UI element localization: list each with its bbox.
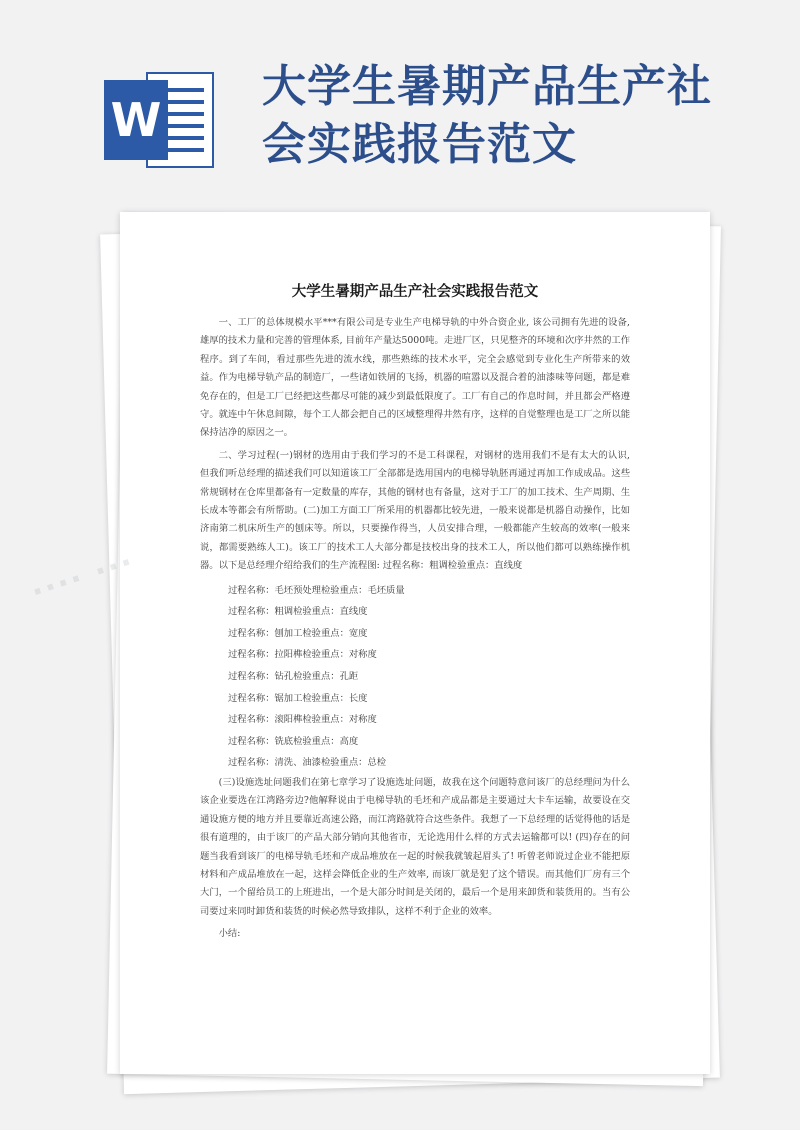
paragraph-learning-process: 二、学习过程(一)钢材的选用由于我们学习的不是工科课程，对钢材的选用我们不是有太大的认识, 但我们听总经理的描述我们可以知道该工厂全部都是选用国内的电梯导轨胚再通过再加工作成成品。这些常规钢材在仓库里都备有一定数量的库存，其他的钢材也有备量，这对于工厂的加工技术、生产周期、生长成本等都会有所帮助。(二)加工方面工厂所采用的机器都比较先进，一般来说都是机器自动操作，比如济南第二机床所生产的刨床等。所以，只要操作得当，人员安排合理，一般都能产生较高的效率(一般来说，都需要熟练人工)。该工厂的技术工人大部分都是技校出身的技术工人，所以他们都可以熟练操作机器。以下是总经理介绍给我们的生产流程图: 过程名称：粗调检验重点：直线度 — [200, 449, 630, 572]
process-step: 过程名称：毛坯预处理检验重点：毛坯质量 — [228, 584, 405, 596]
paragraph-factory-overview: 一、工厂的总体规模水平***有限公司是专业生产电梯导轨的中外合资企业, 该公司拥有先进的设备, 雄厚的技术力量和完善的管理体系, 目前年产量达5000吨。走进厂区，只见整齐的环境和次序井然的工作程序。到了车间，看过那些先进的流水线，那些熟练的技术水平，完全会感觉到专业化生产所带来的效益。作为电梯导轨产品的制造厂，一些诸如铁屑的飞扬，机器的喧嚣以及混合着的油漆味等问题，都是难免存在的，但是工厂已经把这些都尽可能的减少到最低限度了。工厂有自己的作息时间，并且都会严格遵守。就连中午休息间隙，每个工人都会把自己的区域整理得井然有序，这样的自觉整理也是工厂之所以能保持洁净的原因之一。 — [200, 317, 630, 439]
page-title: 大学生暑期产品生产社会实践报告范文 — [262, 61, 712, 170]
summary-label: 小结: — [218, 928, 241, 940]
word-logo-badge: W — [104, 80, 168, 160]
process-step: 过程名称：清洗、油漆检验重点：总检 — [228, 757, 387, 769]
process-step: 过程名称：钻孔检验重点：孔距 — [228, 671, 359, 683]
process-step: 过程名称：刨加工检验重点：宽度 — [228, 627, 368, 639]
document-body — [200, 282, 630, 948]
document-title: 大学生暑期产品生产社会实践报告范文 — [291, 284, 539, 300]
paragraph-site-selection: (三)设施选址问题我们在第七章学习了设施选址问题，故我在这个问题特意问该厂的总经理问为什么该企业要选在江湾路旁边?他解释说由于电梯导轨的毛坯和产成品都是主要通过大卡车运输，故要设在交通设施方便的地方并且要靠近高速公路，而江湾路就符合这些条件。我想了一下总经理的话觉得他的话是很有道理的，由于该厂的产品大部分销向其他省市，无论选用什么样的方式去运输都可以! (四)存在的问题当我看到该厂的电梯导轨毛坯和产成品堆放在一起的时候我就皱起眉头了! 听曾老师说过企业不能把原材料和产成品堆放在一起，这样会降低企业的生产效率, 而该厂就是犯了这个错误。而其他们厂房有三个大门，一个留给员工的上班进出，一个是大部分时间是关闭的，最后一个是用来卸货和装货用的。当有公司要过来同时卸货和装货的时候必然导致排队，这样不利于企业的效率。 — [200, 777, 630, 917]
watermark: ···· ··· — [27, 544, 140, 611]
process-step: 过程名称：粗调检验重点：直线度 — [228, 606, 368, 618]
process-step-list — [200, 580, 630, 774]
process-step: 过程名称：滚阳榫检验重点：对称度 — [228, 714, 377, 726]
process-step: 过程名称：拉阳榫检验重点：对称度 — [228, 649, 377, 661]
process-step: 过程名称：锯加工检验重点：长度 — [228, 692, 368, 704]
process-step: 过程名称：铣底检验重点：高度 — [228, 735, 359, 747]
